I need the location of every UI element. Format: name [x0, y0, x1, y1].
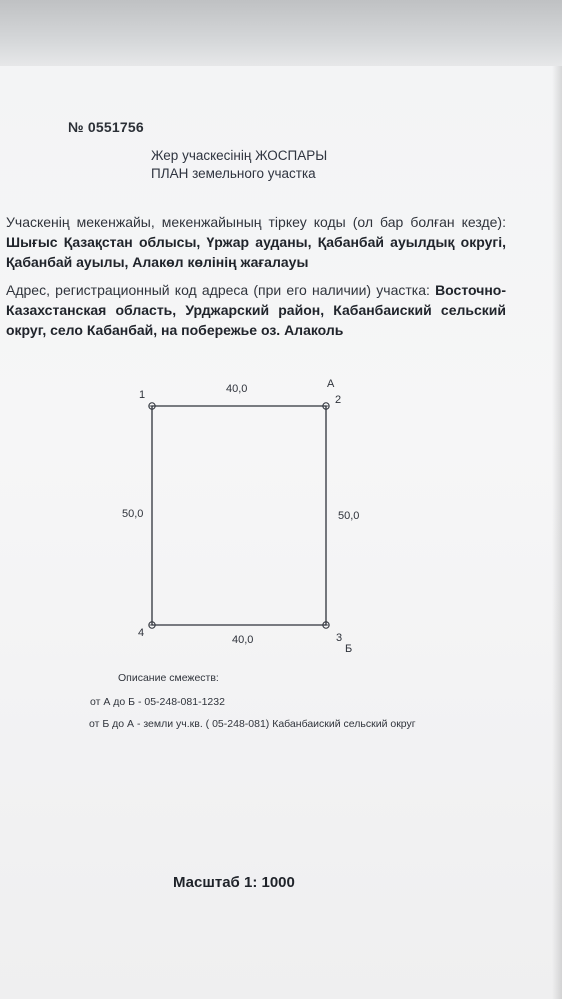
land-plot-plan [0, 370, 562, 660]
title-kazakh: Жер учаскесінің ЖОСПАРЫ [151, 148, 328, 163]
address-russian [6, 280, 506, 340]
address-russian-label: Адрес, регистрационный код адреса (при его наличии) участка: [6, 282, 430, 298]
adjacency-title: Описание смежеств: [118, 672, 219, 684]
point-a-label: А [327, 378, 335, 390]
document-number: № 0551756 [68, 119, 144, 135]
corner-label-2: 2 [335, 394, 342, 406]
adjacency-line-b-a: от Б до А - земли уч.кв. ( 05-248-081) Кабанбаиский сельский округ [89, 718, 416, 730]
title-russian: ПЛАН земельного участка [151, 166, 316, 181]
plan-scale: Масштаб 1: 1000 [173, 874, 295, 891]
top-side-length: 40,0 [226, 383, 248, 395]
point-b-label: Б [345, 643, 353, 655]
background-shadow [0, 0, 562, 70]
corner-label-1: 1 [139, 389, 146, 401]
bottom-side-length: 40,0 [232, 634, 254, 646]
address-kazakh-label: Учаскенің мекенжайы, мекенжайының тіркеу коды (ол бар болған кезде): [6, 214, 506, 230]
plot-boundary [152, 406, 326, 625]
corner-label-3: 3 [336, 632, 343, 644]
address-kazakh-value: Шығыс Қазақстан облысы, Үржар ауданы, Қабанбай ауылдық округі, Қабанбай ауылы, Алакөл көлінің жағалауы [6, 234, 506, 270]
corner-label-4: 4 [138, 627, 145, 639]
left-side-length: 50,0 [122, 508, 144, 520]
adjacency-line-a-b: от А до Б - 05-248-081-1232 [90, 696, 225, 708]
address-kazakh [6, 212, 506, 272]
plot-drawing [0, 370, 562, 660]
right-side-length: 50,0 [338, 510, 360, 522]
address-russian-value: Восточно-Казахстанская область, Урджарский район, Кабанбаиский сельский округ, село Кабанбай, на побережье оз. Алаколь [6, 282, 506, 338]
